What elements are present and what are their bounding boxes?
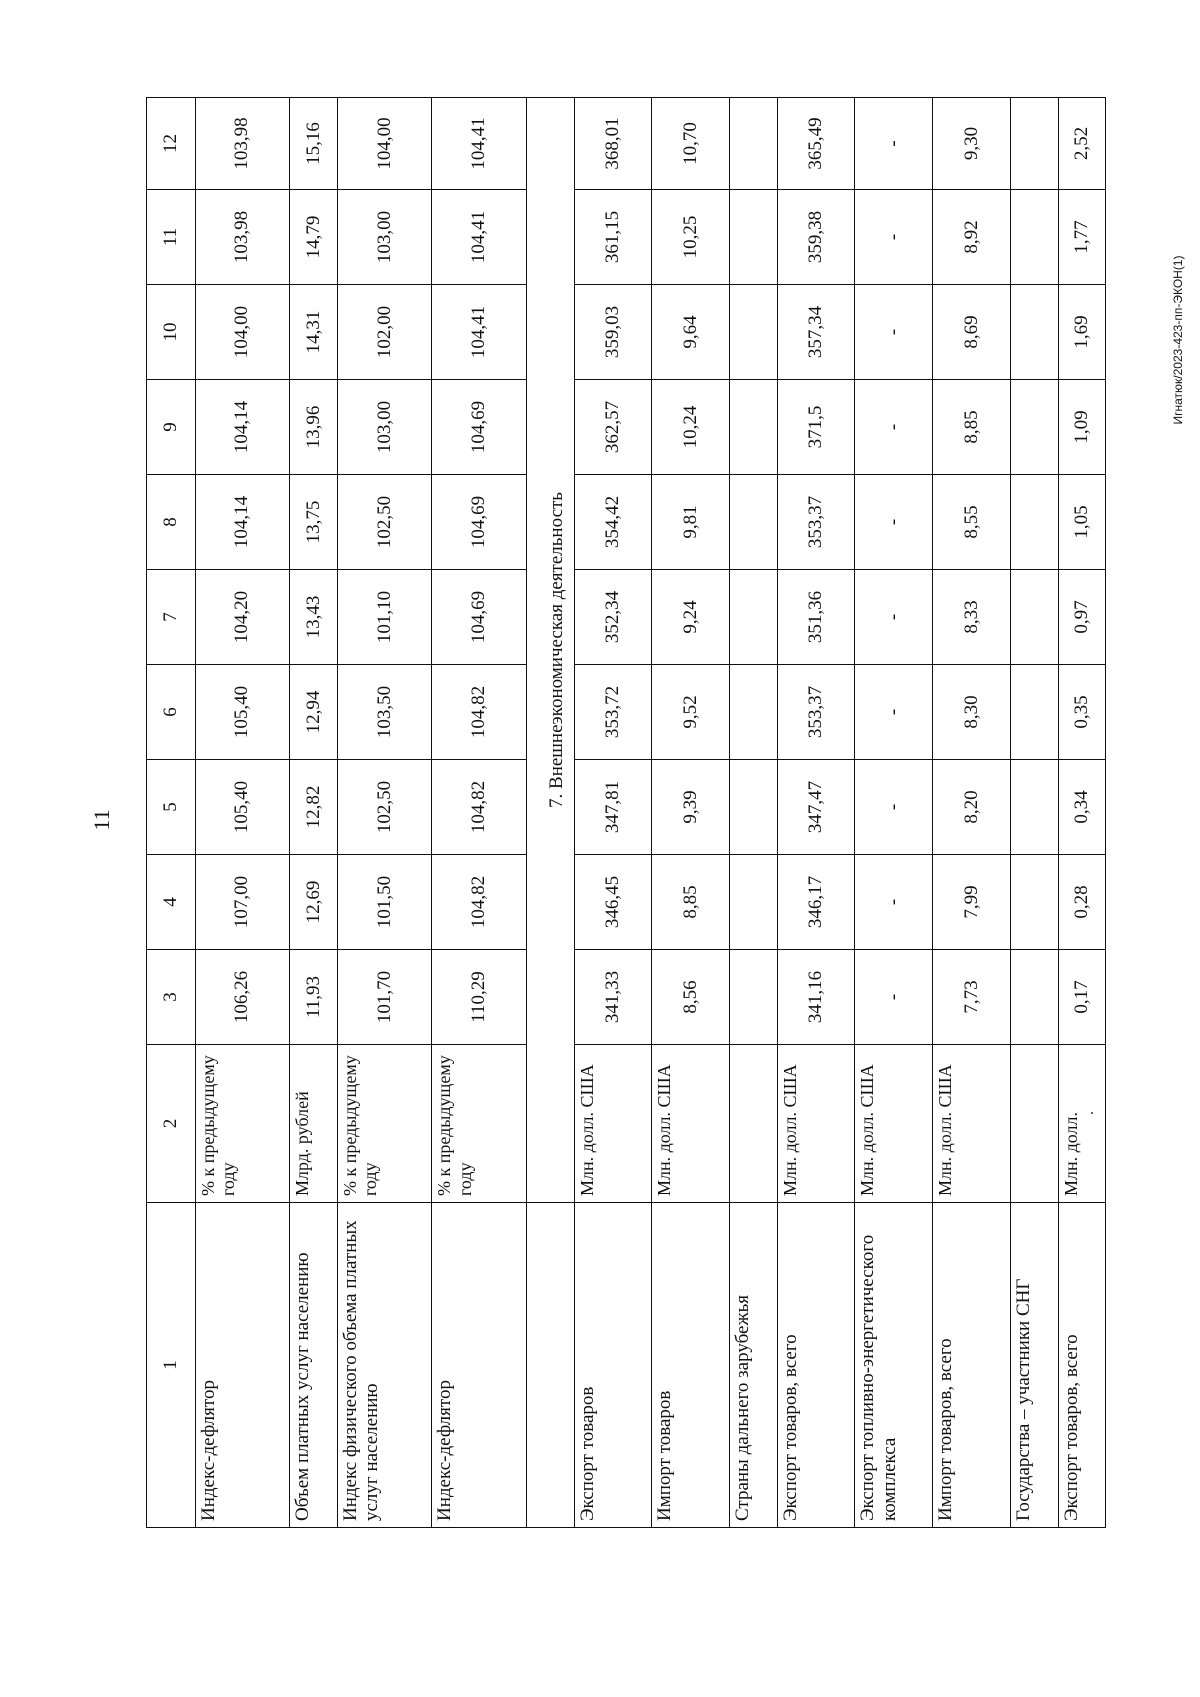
value-cell	[730, 950, 777, 1045]
value-cell: 8,20	[933, 760, 1011, 855]
value-cell: 0,17	[1058, 950, 1105, 1045]
value-cell: 7,73	[933, 950, 1011, 1045]
value-cell: -	[855, 98, 933, 190]
value-cell: 104,14	[195, 380, 290, 475]
table-body	[147, 98, 1106, 1528]
value-cell: 346,17	[777, 855, 855, 950]
indicators-table	[146, 97, 1106, 1528]
value-cell: 11,93	[290, 950, 337, 1045]
value-cell: 362,57	[574, 380, 652, 475]
table-row	[432, 98, 527, 1528]
value-cell: 102,50	[337, 475, 432, 570]
value-cell: 110,29	[432, 950, 527, 1045]
value-cell: -	[855, 950, 933, 1045]
column-header: 3	[147, 950, 196, 1045]
column-header: 11	[147, 190, 196, 285]
value-cell: 104,41	[432, 190, 527, 285]
table-row	[777, 98, 855, 1528]
value-cell	[1011, 855, 1058, 950]
value-cell: 104,00	[195, 285, 290, 380]
table-row	[337, 98, 432, 1528]
column-header: 12	[147, 98, 196, 190]
table-row	[652, 98, 730, 1528]
value-cell: 101,70	[337, 950, 432, 1045]
value-cell: 1,05	[1058, 475, 1105, 570]
value-cell: -	[855, 855, 933, 950]
value-cell: 8,55	[933, 475, 1011, 570]
column-header: 7	[147, 570, 196, 665]
row-unit: Млн. долл. США	[855, 1045, 933, 1203]
value-cell	[1011, 98, 1058, 190]
value-cell: 103,50	[337, 665, 432, 760]
value-cell: 8,85	[933, 380, 1011, 475]
value-cell: 104,69	[432, 570, 527, 665]
value-cell	[1011, 475, 1058, 570]
column-header: 2	[147, 1045, 196, 1203]
value-cell: 1,77	[1058, 190, 1105, 285]
value-cell: 9,39	[652, 760, 730, 855]
value-cell: 347,47	[777, 760, 855, 855]
value-cell	[1011, 190, 1058, 285]
value-cell: -	[855, 475, 933, 570]
value-cell: 104,82	[432, 760, 527, 855]
value-cell: 12,82	[290, 760, 337, 855]
table-row	[933, 98, 1011, 1528]
value-cell: 9,52	[652, 665, 730, 760]
value-cell: -	[855, 570, 933, 665]
value-cell: 9,30	[933, 98, 1011, 190]
value-cell: 105,40	[195, 760, 290, 855]
value-cell: 361,15	[574, 190, 652, 285]
value-cell: 9,81	[652, 475, 730, 570]
value-cell: 0,28	[1058, 855, 1105, 950]
header-row	[147, 98, 196, 1528]
value-cell: 10,24	[652, 380, 730, 475]
row-unit: % к предыдущему году	[195, 1045, 290, 1203]
value-cell: 12,69	[290, 855, 337, 950]
value-cell: 354,42	[574, 475, 652, 570]
value-cell: 8,69	[933, 285, 1011, 380]
value-cell: 10,25	[652, 190, 730, 285]
value-cell	[730, 285, 777, 380]
row-label: Импорт товаров, всего	[933, 1203, 1011, 1528]
value-cell	[730, 570, 777, 665]
value-cell: 8,85	[652, 855, 730, 950]
table-row	[730, 98, 777, 1528]
value-cell: 9,64	[652, 285, 730, 380]
table-row	[574, 98, 652, 1528]
row-label: Импорт товаров	[652, 1203, 730, 1528]
row-unit: Млн. долл. США	[574, 1045, 652, 1203]
value-cell: 351,36	[777, 570, 855, 665]
value-cell: 347,81	[574, 760, 652, 855]
page-number: 11	[89, 809, 114, 831]
row-unit	[1011, 1045, 1058, 1203]
value-cell: 1,09	[1058, 380, 1105, 475]
column-header: 1	[147, 1203, 196, 1528]
value-cell: 371,5	[777, 380, 855, 475]
value-cell: 353,37	[777, 475, 855, 570]
row-label: Страны дальнего зарубежья	[730, 1203, 777, 1528]
value-cell: 8,33	[933, 570, 1011, 665]
row-unit: % к предыдущему году	[432, 1045, 527, 1203]
value-cell: 13,96	[290, 380, 337, 475]
value-cell: 104,14	[195, 475, 290, 570]
document-id: Игнатюк/2023-423-пп-ЭКОН(1)	[1171, 255, 1185, 425]
value-cell: 353,37	[777, 665, 855, 760]
value-cell	[730, 760, 777, 855]
value-cell: 359,38	[777, 190, 855, 285]
row-unit: Млн. долл. США	[652, 1045, 730, 1203]
value-cell: 102,00	[337, 285, 432, 380]
value-cell: 0,34	[1058, 760, 1105, 855]
column-header: 6	[147, 665, 196, 760]
value-cell: 14,31	[290, 285, 337, 380]
value-cell: -	[855, 760, 933, 855]
value-cell: 15,16	[290, 98, 337, 190]
value-cell: 104,82	[432, 855, 527, 950]
value-cell	[1011, 285, 1058, 380]
table-row	[1058, 98, 1105, 1528]
row-label: Индекс-дефлятор	[432, 1203, 527, 1528]
column-header: 9	[147, 380, 196, 475]
value-cell: 13,75	[290, 475, 337, 570]
row-unit	[730, 1045, 777, 1203]
value-cell	[730, 98, 777, 190]
value-cell: 341,16	[777, 950, 855, 1045]
column-header: 10	[147, 285, 196, 380]
value-cell: 341,33	[574, 950, 652, 1045]
value-cell: -	[855, 190, 933, 285]
row-label: Индекс-дефлятор	[195, 1203, 290, 1528]
value-cell: 103,98	[195, 190, 290, 285]
rotated-table-container	[146, 98, 1106, 1528]
value-cell	[1011, 950, 1058, 1045]
value-cell: 104,00	[337, 98, 432, 190]
value-cell: 101,50	[337, 855, 432, 950]
value-cell	[730, 380, 777, 475]
value-cell: 12,94	[290, 665, 337, 760]
value-cell: 352,34	[574, 570, 652, 665]
row-label: Экспорт топливно-энергетического комплекса	[855, 1203, 933, 1528]
value-cell: 105,40	[195, 665, 290, 760]
row-label: Государства – участники СНГ	[1011, 1203, 1058, 1528]
value-cell: 107,00	[195, 855, 290, 950]
value-cell: 103,00	[337, 190, 432, 285]
value-cell: 8,30	[933, 665, 1011, 760]
value-cell: 104,82	[432, 665, 527, 760]
value-cell: 7,99	[933, 855, 1011, 950]
value-cell: 2,52	[1058, 98, 1105, 190]
value-cell: 102,50	[337, 760, 432, 855]
row-unit: Млрд. рублей	[290, 1045, 337, 1203]
column-header: 4	[147, 855, 196, 950]
value-cell	[730, 475, 777, 570]
value-cell: 368,01	[574, 98, 652, 190]
value-cell: 104,41	[432, 98, 527, 190]
column-header: 5	[147, 760, 196, 855]
value-cell: 357,34	[777, 285, 855, 380]
value-cell: 353,72	[574, 665, 652, 760]
table-row	[855, 98, 933, 1528]
value-cell: 365,49	[777, 98, 855, 190]
row-label: Экспорт товаров, всего	[1058, 1203, 1105, 1528]
value-cell: 0,35	[1058, 665, 1105, 760]
row-unit: Млн. долл. США	[777, 1045, 855, 1203]
section-row	[527, 98, 574, 1528]
row-label: Экспорт товаров	[574, 1203, 652, 1528]
value-cell: 0,97	[1058, 570, 1105, 665]
value-cell: 103,98	[195, 98, 290, 190]
section-title: 7. Внешнеэкономическая деятельность	[527, 98, 574, 1203]
value-cell: 346,45	[574, 855, 652, 950]
value-cell: 104,69	[432, 380, 527, 475]
row-unit: % к предыдущему году	[337, 1045, 432, 1203]
value-cell	[730, 190, 777, 285]
value-cell	[1011, 380, 1058, 475]
row-unit: Млн. долл. США	[933, 1045, 1011, 1203]
value-cell	[1011, 570, 1058, 665]
value-cell: 1,69	[1058, 285, 1105, 380]
value-cell: 104,20	[195, 570, 290, 665]
value-cell: 9,24	[652, 570, 730, 665]
value-cell: 104,69	[432, 475, 527, 570]
section-spacer-cell	[527, 1203, 574, 1528]
value-cell: 10,70	[652, 98, 730, 190]
value-cell: 8,56	[652, 950, 730, 1045]
table-row	[1011, 98, 1058, 1528]
column-header: 8	[147, 475, 196, 570]
value-cell	[730, 665, 777, 760]
row-label: Экспорт товаров, всего	[777, 1203, 855, 1528]
value-cell: 8,92	[933, 190, 1011, 285]
value-cell: -	[855, 665, 933, 760]
value-cell: 101,10	[337, 570, 432, 665]
value-cell	[1011, 760, 1058, 855]
value-cell: 13,43	[290, 570, 337, 665]
row-label: Индекс физического объема платных услуг населению	[337, 1203, 432, 1528]
value-cell: 103,00	[337, 380, 432, 475]
value-cell	[1011, 665, 1058, 760]
value-cell: 104,41	[432, 285, 527, 380]
value-cell: -	[855, 380, 933, 475]
table-row	[195, 98, 290, 1528]
value-cell: -	[855, 285, 933, 380]
table-row	[290, 98, 337, 1528]
value-cell: 359,03	[574, 285, 652, 380]
row-unit: Млн. долл.	[1058, 1045, 1105, 1203]
value-cell: 14,79	[290, 190, 337, 285]
row-label: Объем платных услуг населению	[290, 1203, 337, 1528]
value-cell: 106,26	[195, 950, 290, 1045]
value-cell	[730, 855, 777, 950]
